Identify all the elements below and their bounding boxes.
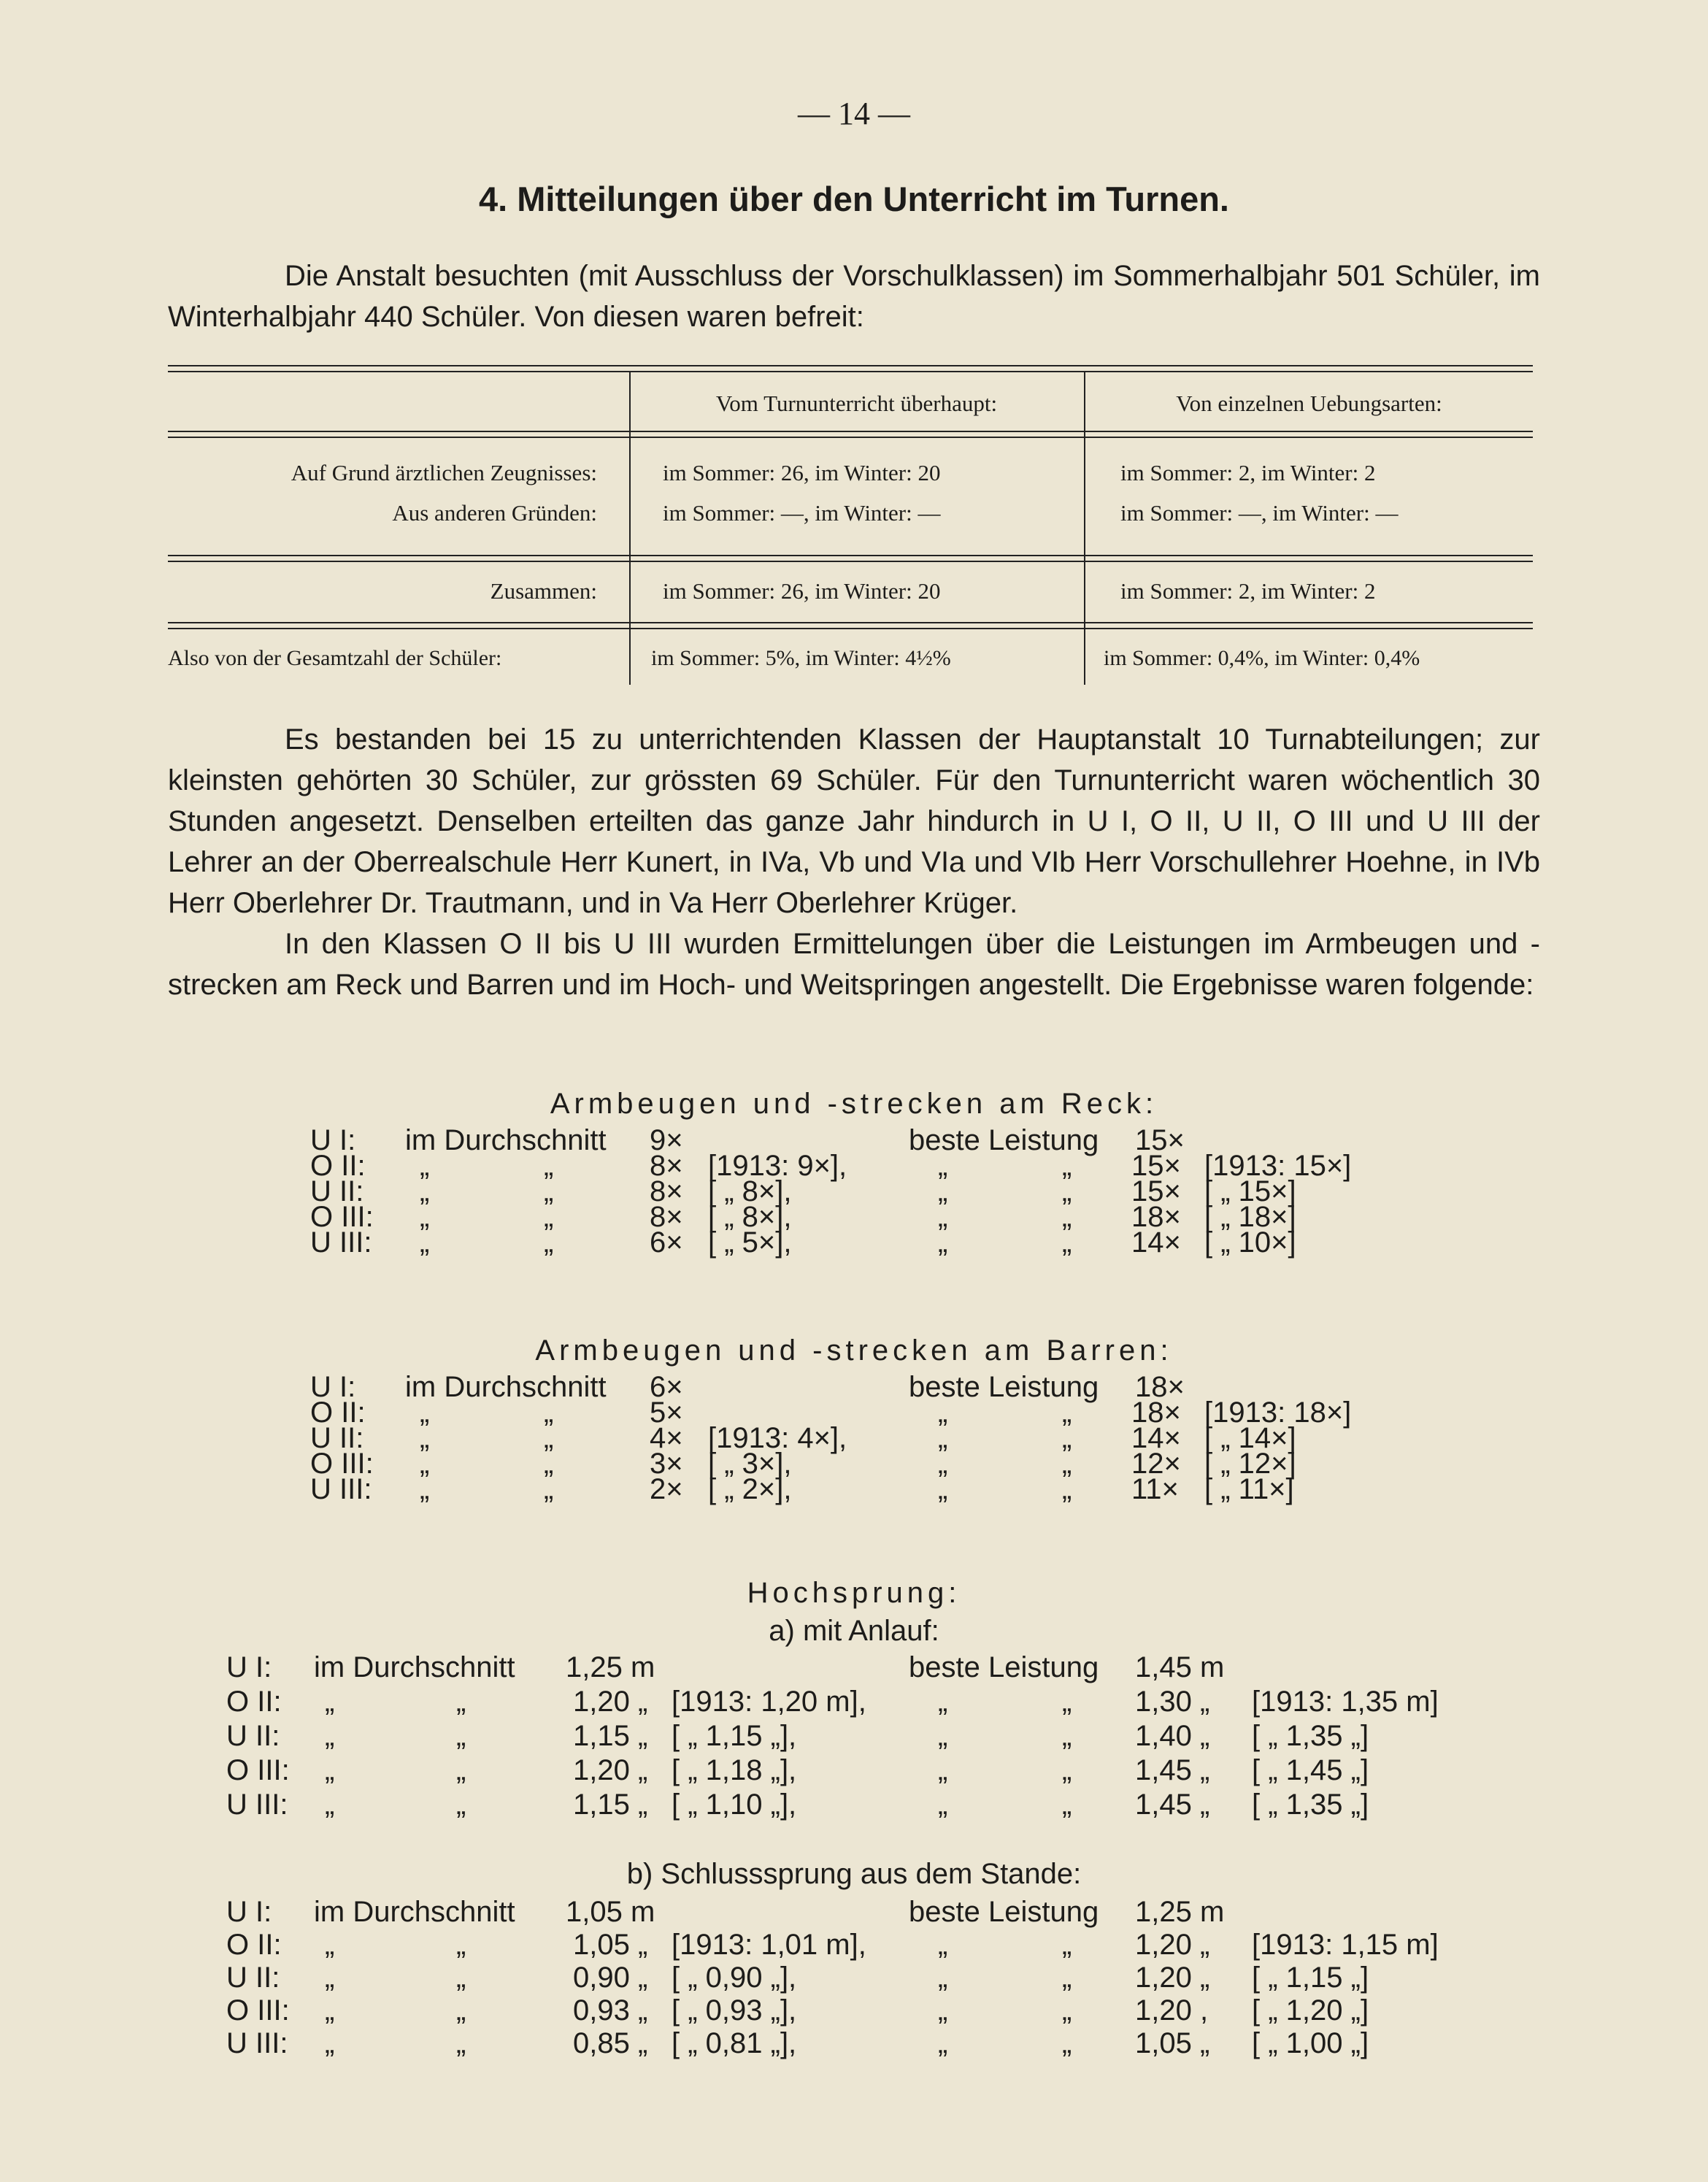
- cell-q3: beste Leistung: [909, 1896, 1099, 1928]
- cell-q3: „: [938, 2027, 948, 2059]
- cell-q3: „: [938, 1201, 948, 1233]
- cell-q3: „: [938, 1962, 948, 1994]
- cell-q1: im Durchschnitt: [405, 1124, 607, 1156]
- cell-prev1: [ „ 8×],: [708, 1201, 792, 1233]
- cell-cls: U III:: [310, 1226, 372, 1259]
- cell-prev2: [ „ 12×]: [1204, 1448, 1296, 1480]
- cell-q4: „: [1062, 1422, 1072, 1454]
- cell-q3: „: [938, 1994, 948, 2027]
- cell-q2: „: [544, 1201, 554, 1233]
- row-label-medical: Auf Grund ärztlichen Zeugnisses:: [291, 460, 597, 485]
- cell-q3: „: [938, 1175, 948, 1207]
- cell-q3: „: [938, 1686, 948, 1718]
- cell-prev1: [1913: 1,20 m],: [672, 1686, 866, 1718]
- cell-q4: „: [1062, 1929, 1072, 1961]
- cell-avg: 0,93 „: [573, 1994, 648, 2027]
- cell-prev1: [ „ 3×],: [708, 1448, 792, 1480]
- cell-best: 1,45 m: [1135, 1651, 1225, 1683]
- cell-q1: „: [420, 1175, 430, 1207]
- cell-best: 18×: [1131, 1201, 1181, 1233]
- cell-prev1: [ „ 0,90 „],: [672, 1962, 797, 1994]
- cell-cls: O II:: [226, 1929, 282, 1961]
- cell-q1: „: [420, 1473, 430, 1505]
- cell-q2: „: [456, 2027, 466, 2059]
- cell-avg: 1,20 „: [573, 1686, 648, 1718]
- intro-paragraph: [168, 256, 1540, 337]
- cell-q1: „: [325, 1962, 335, 1994]
- cell-prev1: [ „ 0,93 „],: [672, 1994, 797, 2027]
- cell-best: 1,25 m: [1135, 1896, 1225, 1928]
- cell-q4: „: [1062, 1175, 1072, 1207]
- cell-prev2: [ „ 1,15 „]: [1252, 1962, 1369, 1994]
- cell-q4: „: [1062, 2027, 1072, 2059]
- cell-q3: „: [938, 1226, 948, 1259]
- cell-avg: 4×: [650, 1422, 683, 1454]
- row-percent-overall: im Sommer: 5%, im Winter: 4½%: [651, 646, 951, 670]
- cell-q2: „: [544, 1226, 554, 1259]
- cell-cls: O II:: [310, 1150, 366, 1182]
- cell-q4: „: [1062, 1448, 1072, 1480]
- cell-q3: „: [938, 1150, 948, 1182]
- cell-best: 1,05 „: [1135, 2027, 1210, 2059]
- cell-best: 15×: [1135, 1124, 1185, 1156]
- cell-q4: „: [1062, 1226, 1072, 1259]
- cell-q1: „: [325, 1994, 335, 2027]
- cell-avg: 1,15 „: [573, 1720, 648, 1752]
- cell-cls: U I:: [310, 1124, 356, 1156]
- cell-best: 18×: [1131, 1397, 1181, 1429]
- cell-q2: „: [456, 1994, 466, 2027]
- cell-q2: „: [544, 1397, 554, 1429]
- cell-best: 14×: [1131, 1422, 1181, 1454]
- cell-q4: „: [1062, 1994, 1072, 2027]
- row-label-total: Zusammen:: [490, 578, 597, 604]
- cell-cls: U II:: [310, 1175, 364, 1207]
- row-label-percent: Also von der Gesamtzahl der Schüler:: [168, 646, 502, 670]
- cell-q1: im Durchschnitt: [314, 1651, 515, 1683]
- row-label-other: Aus anderen Gründen:: [392, 500, 597, 526]
- cell-q3: „: [938, 1397, 948, 1429]
- cell-q1: „: [420, 1397, 430, 1429]
- cell-q1: „: [325, 1754, 335, 1786]
- cell-q1: „: [325, 1929, 335, 1961]
- cell-avg: 1,20 „: [573, 1754, 648, 1786]
- cell-q2: „: [544, 1422, 554, 1454]
- cell-q3: „: [938, 1929, 948, 1961]
- cell-best: 12×: [1131, 1448, 1181, 1480]
- row-total-partial: im Sommer: 2, im Winter: 2: [1120, 578, 1376, 604]
- cell-q1: „: [325, 1686, 335, 1718]
- cell-avg: 9×: [650, 1124, 683, 1156]
- cell-prev2: [ „ 14×]: [1204, 1422, 1296, 1454]
- cell-avg: 8×: [650, 1175, 683, 1207]
- cell-q1: „: [325, 1789, 335, 1821]
- cell-avg: 2×: [650, 1473, 683, 1505]
- cell-prev2: [1913: 1,35 m]: [1252, 1686, 1439, 1718]
- cell-q2: „: [456, 1789, 466, 1821]
- cell-q3: „: [938, 1789, 948, 1821]
- cell-prev1: [ „ 5×],: [708, 1226, 792, 1259]
- teaching-paragraph: [168, 719, 1540, 1005]
- cell-avg: 6×: [650, 1371, 683, 1403]
- cell-best: 18×: [1135, 1371, 1185, 1403]
- cell-q3: „: [938, 1422, 948, 1454]
- cell-avg: 1,15 „: [573, 1789, 648, 1821]
- cell-q1: „: [420, 1422, 430, 1454]
- cell-best: 15×: [1131, 1150, 1181, 1182]
- cell-q2: „: [544, 1150, 554, 1182]
- cell-best: 1,30 „: [1135, 1686, 1210, 1718]
- cell-q2: „: [456, 1962, 466, 1994]
- cell-q4: „: [1062, 1720, 1072, 1752]
- cell-cls: U II:: [310, 1422, 364, 1454]
- cell-cls: U II:: [226, 1962, 280, 1994]
- cell-q3: „: [938, 1720, 948, 1752]
- cell-avg: 1,05 „: [573, 1929, 648, 1961]
- cell-avg: 5×: [650, 1397, 683, 1429]
- col-header-overall: Vom Turnunterricht überhaupt:: [715, 391, 998, 416]
- cell-best: 15×: [1131, 1175, 1181, 1207]
- row-percent-partial: im Sommer: 0,4%, im Winter: 0,4%: [1104, 646, 1420, 670]
- reck-title: Armbeugen und -strecken am Reck:: [550, 1088, 1158, 1120]
- cell-q2: „: [544, 1448, 554, 1480]
- page-number: — 14 —: [798, 96, 910, 131]
- row-other-partial: im Sommer: —, im Winter: —: [1120, 500, 1399, 526]
- cell-best: 14×: [1131, 1226, 1181, 1259]
- cell-q1: „: [420, 1201, 430, 1233]
- teaching-text: Es bestanden bei 15 zu unterrichtenden Klassen der Hauptanstalt 10 Turnabteilungen; zur kleinsten gehörten 30 Schüler, zur grössten 69 Schüler. Für den Turnunterricht waren wöchentlich 30 Stunden angesetzt. Denselben erteilten das ganze Jahr hindurch in U I, O II, U II, O III und U III der Lehrer an der Oberrealschule Herr Kunert, in IVa, Vb und VIa und VIb Herr Vorschullehrer Hoehne, in IVb Herr Oberlehrer Dr. Trautmann, und in Va Herr Oberlehrer Krüger.: [168, 723, 1540, 919]
- cell-prev1: [ „ 0,81 „],: [672, 2027, 797, 2059]
- cell-cls: U I:: [226, 1896, 272, 1928]
- cell-prev2: [ „ 1,35 „]: [1252, 1789, 1369, 1821]
- cell-best: 1,45 „: [1135, 1754, 1210, 1786]
- cell-avg: 1,25 m: [566, 1651, 655, 1683]
- cell-prev2: [1913: 1,15 m]: [1252, 1929, 1439, 1961]
- row-other-overall: im Sommer: —, im Winter: —: [663, 500, 941, 526]
- cell-q1: „: [420, 1448, 430, 1480]
- cell-cls: U I:: [310, 1371, 356, 1403]
- section-heading: 4. Mitteilungen über den Unterricht im Turnen.: [479, 180, 1229, 218]
- cell-cls: O II:: [310, 1397, 366, 1429]
- cell-q3: „: [938, 1473, 948, 1505]
- cell-avg: 6×: [650, 1226, 683, 1259]
- cell-q1: im Durchschnitt: [314, 1896, 515, 1928]
- cell-avg: 0,90 „: [573, 1962, 648, 1994]
- cell-prev2: [1913: 18×]: [1204, 1397, 1352, 1429]
- cell-q1: „: [325, 2027, 335, 2059]
- cell-cls: U III:: [226, 2027, 288, 2059]
- cell-avg: 3×: [650, 1448, 683, 1480]
- cell-q4: „: [1062, 1754, 1072, 1786]
- cell-q2: „: [456, 1720, 466, 1752]
- cell-prev2: [ „ 15×]: [1204, 1175, 1296, 1207]
- cell-q2: „: [544, 1175, 554, 1207]
- cell-prev1: [1913: 9×],: [708, 1150, 847, 1182]
- cell-cls: O III:: [226, 1754, 290, 1786]
- row-medical-overall: im Sommer: 26, im Winter: 20: [663, 460, 941, 485]
- cell-prev1: [ „ 1,15 „],: [672, 1720, 797, 1752]
- cell-q2: „: [456, 1754, 466, 1786]
- cell-best: 1,40 „: [1135, 1720, 1210, 1752]
- cell-best: 1,20 „: [1135, 1962, 1210, 1994]
- col-header-partial: Von einzelnen Uebungsarten:: [1176, 391, 1442, 416]
- cell-q4: „: [1062, 1150, 1072, 1182]
- cell-cls: U II:: [226, 1720, 280, 1752]
- cell-q3: „: [938, 1754, 948, 1786]
- cell-q4: „: [1062, 1686, 1072, 1718]
- cell-q3: beste Leistung: [909, 1651, 1099, 1683]
- cell-cls: O III:: [310, 1448, 374, 1480]
- cell-q4: „: [1062, 1201, 1072, 1233]
- cell-avg: 8×: [650, 1201, 683, 1233]
- cell-prev2: [ „ 1,45 „]: [1252, 1754, 1369, 1786]
- cell-prev2: [ „ 1,35 „]: [1252, 1720, 1369, 1752]
- cell-q4: „: [1062, 1473, 1072, 1505]
- cell-q4: „: [1062, 1789, 1072, 1821]
- row-total-overall: im Sommer: 26, im Winter: 20: [663, 578, 941, 604]
- cell-q3: „: [938, 1448, 948, 1480]
- cell-prev2: [ „ 18×]: [1204, 1201, 1296, 1233]
- results-intro-text: In den Klassen O II bis U III wurden Ermittelungen über die Leistungen im Armbeugen und -strecken am Reck und Barren und im Hoch- und Weitspringen angestellt. Die Ergebnisse waren folgende:: [168, 928, 1540, 1001]
- cell-prev1: [ „ 1,10 „],: [672, 1789, 797, 1821]
- cell-q3: beste Leistung: [909, 1124, 1099, 1156]
- cell-cls: U I:: [226, 1651, 272, 1683]
- barren-title: Armbeugen und -strecken am Barren:: [535, 1334, 1173, 1367]
- cell-prev1: [1913: 4×],: [708, 1422, 847, 1454]
- cell-q2: „: [456, 1929, 466, 1961]
- cell-q4: „: [1062, 1397, 1072, 1429]
- cell-prev2: [ „ 1,00 „]: [1252, 2027, 1369, 2059]
- cell-q2: „: [456, 1686, 466, 1718]
- cell-q4: „: [1062, 1962, 1072, 1994]
- cell-q1: „: [325, 1720, 335, 1752]
- cell-cls: O III:: [310, 1201, 374, 1233]
- cell-prev2: [1913: 15×]: [1204, 1150, 1352, 1182]
- cell-best: 11×: [1131, 1473, 1179, 1505]
- intro-text: Die Anstalt besuchten (mit Ausschluss der Vorschulklassen) im Sommerhalbjahr 501 Schüler, im Winterhalbjahr 440 Schüler. Von diesen waren befreit:: [168, 260, 1540, 333]
- cell-best: 1,45 „: [1135, 1789, 1210, 1821]
- hochsprung-subtitle-b: b) Schlusssprung aus dem Stande:: [626, 1858, 1082, 1890]
- cell-avg: 1,05 m: [566, 1896, 655, 1928]
- cell-q1: „: [420, 1150, 430, 1182]
- cell-best: 1,20 ,: [1135, 1994, 1209, 2027]
- cell-q3: beste Leistung: [909, 1371, 1099, 1403]
- cell-cls: U III:: [226, 1789, 288, 1821]
- hochsprung-subtitle-a: a) mit Anlauf:: [769, 1615, 939, 1647]
- cell-prev1: [ „ 8×],: [708, 1175, 792, 1207]
- cell-q1: „: [420, 1226, 430, 1259]
- cell-avg: 0,85 „: [573, 2027, 648, 2059]
- cell-q1: im Durchschnitt: [405, 1371, 607, 1403]
- cell-prev1: [ „ 1,18 „],: [672, 1754, 797, 1786]
- cell-cls: U III:: [310, 1473, 372, 1505]
- cell-prev2: [ „ 1,20 „]: [1252, 1994, 1369, 2027]
- cell-best: 1,20 „: [1135, 1929, 1210, 1961]
- cell-prev1: [ „ 2×],: [708, 1473, 792, 1505]
- hochsprung-title: Hochsprung:: [747, 1577, 961, 1609]
- cell-prev2: [ „ 11×]: [1204, 1473, 1294, 1505]
- cell-avg: 8×: [650, 1150, 683, 1182]
- cell-prev1: [1913: 1,01 m],: [672, 1929, 866, 1961]
- cell-prev2: [ „ 10×]: [1204, 1226, 1296, 1259]
- cell-q2: „: [544, 1473, 554, 1505]
- row-medical-partial: im Sommer: 2, im Winter: 2: [1120, 460, 1376, 485]
- cell-cls: O II:: [226, 1686, 282, 1718]
- cell-cls: O III:: [226, 1994, 290, 2027]
